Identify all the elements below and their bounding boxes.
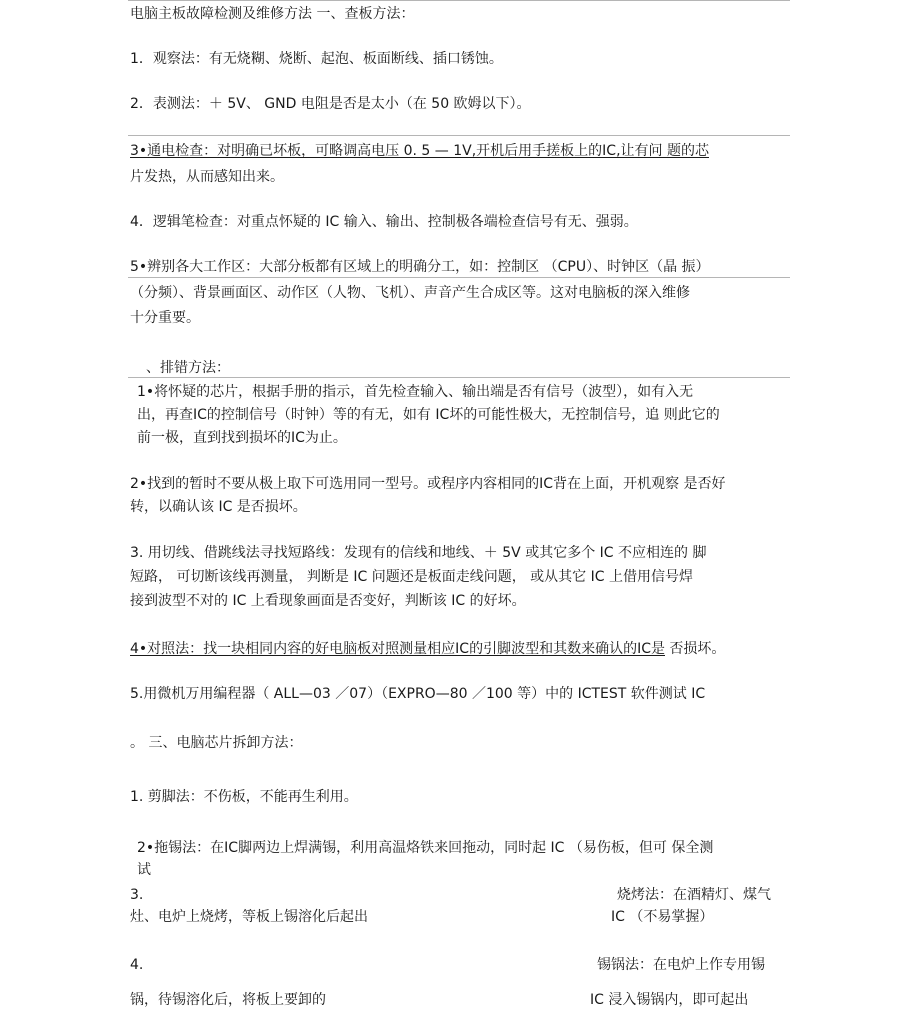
debug-method-4 — [130, 639, 725, 659]
remove-method-3-title: 烧烤法：在酒精灯、煤气 — [617, 887, 771, 903]
section-2-heading: 、排错方法： — [146, 360, 230, 376]
remove-method-4-title: 锡锅法：在电炉上作专用锡 — [597, 957, 765, 973]
debug-method-1-line2: 出，再查IC的控制信号（时钟）等的有无，如有 IC坏的可能性极大，无控制信号，追 则此它的 — [137, 407, 720, 423]
debug-method-3-line3: 接到波型不对的 IC 上看现象画面是否变好，判断该 IC 的好坏。 — [130, 593, 526, 609]
debug-method-1-line1: 1•将怀疑的芯片，根据手册的指示，首先检查输入、输出端是否有信号（波型），如有入无 — [137, 384, 694, 400]
remove-method-1: 1. 剪脚法：不伤板，不能再生利用。 — [130, 789, 358, 805]
check-method-5-line3: 十分重要。 — [130, 310, 200, 326]
debug-method-1-line3: 前一极，直到找到损坏的IC为止。 — [137, 430, 347, 446]
divider-4 — [128, 377, 790, 378]
check-method-4: 4．逻辑笔检查：对重点怀疑的 IC 输入、输出、控制极各端检查信号有无、强弱。 — [130, 214, 638, 230]
remove-method-4-number: 4. — [130, 957, 144, 973]
remove-method-2-line1: 2•拖锡法：在IC脚两边上焊满锡，利用高温烙铁来回拖动，同时起 IC （易伤板，但可 保全测 — [137, 840, 714, 856]
check-method-2: 2．表测法：＋ 5V、 GND 电阻是否是太小（在 50 欧姆以下）。 — [130, 96, 531, 112]
divider-3 — [128, 277, 790, 278]
remove-method-3-number: 3. — [130, 887, 144, 903]
remove-method-3-text-left: 灶、电炉上烧烤，等板上锡溶化后起出 — [130, 909, 368, 925]
remove-method-3-text-right: IC （不易掌握） — [611, 909, 714, 925]
section-3-heading: 。 三、电脑芯片拆卸方法： — [130, 735, 303, 751]
check-method-1: 1．观察法：有无烧糊、烧断、起泡、板面断线、插口锈蚀。 — [130, 51, 503, 67]
check-method-3-line2: 片发热，从而感知出来。 — [130, 169, 284, 185]
top-divider — [128, 0, 790, 1]
debug-method-3-line2: 短路， 可切断该线再测量， 判断是 IC 问题还是板面走线问题， 或从其它 IC 上借用信号焊 — [130, 569, 693, 585]
debug-method-4-tail: 否损坏。 — [664, 641, 726, 657]
remove-method-4-text-right: IC 浸入锡锅内，即可起出 — [590, 992, 749, 1008]
remove-method-4-text-left: 锅，待锡溶化后，将板上要卸的 — [130, 992, 326, 1008]
check-method-3-line1: 3•通电检查：对明确已坏板，可略调高电压 0. 5 — 1V,开机后用手搓板上的IC,让有问 题的芯 — [130, 143, 709, 159]
debug-method-2-line2: 转，以确认该 IC 是否损坏。 — [130, 499, 307, 515]
debug-method-4-underlined: 4•对照法：找一块相同内容的好电脑板对照测量相应IC的引脚波型和其数来确认的IC是 — [130, 641, 665, 657]
doc-title-line: 电脑主板故障检测及维修方法 一、查板方法： — [130, 6, 415, 22]
divider-2 — [128, 135, 790, 136]
debug-method-2-line1: 2•找到的暂时不要从极上取下可选用同一型号。或程序内容相同的IC背在上面，开机观察 是否好 — [130, 476, 726, 492]
check-method-5-line1: 5•辨别各大工作区：大部分板都有区域上的明确分工，如：控制区 （CPU）、时钟区（晶 振） — [130, 259, 710, 275]
debug-method-5: 5.用微机万用编程器（ ALL—03 ／07）（EXPRO—80 ／100 等）中的 ICTEST 软件测试 IC — [130, 686, 706, 702]
remove-method-2-line2: 试 — [137, 862, 151, 878]
debug-method-3-line1: 3. 用切线、借跳线法寻找短路线：发现有的信线和地线、＋ 5V 或其它多个 IC 不应相连的 脚 — [130, 545, 707, 561]
check-method-5-line2: （分频）、背景画面区、动作区（人物、飞机）、声音产生合成区等。这对电脑板的深入维修 — [130, 285, 690, 301]
